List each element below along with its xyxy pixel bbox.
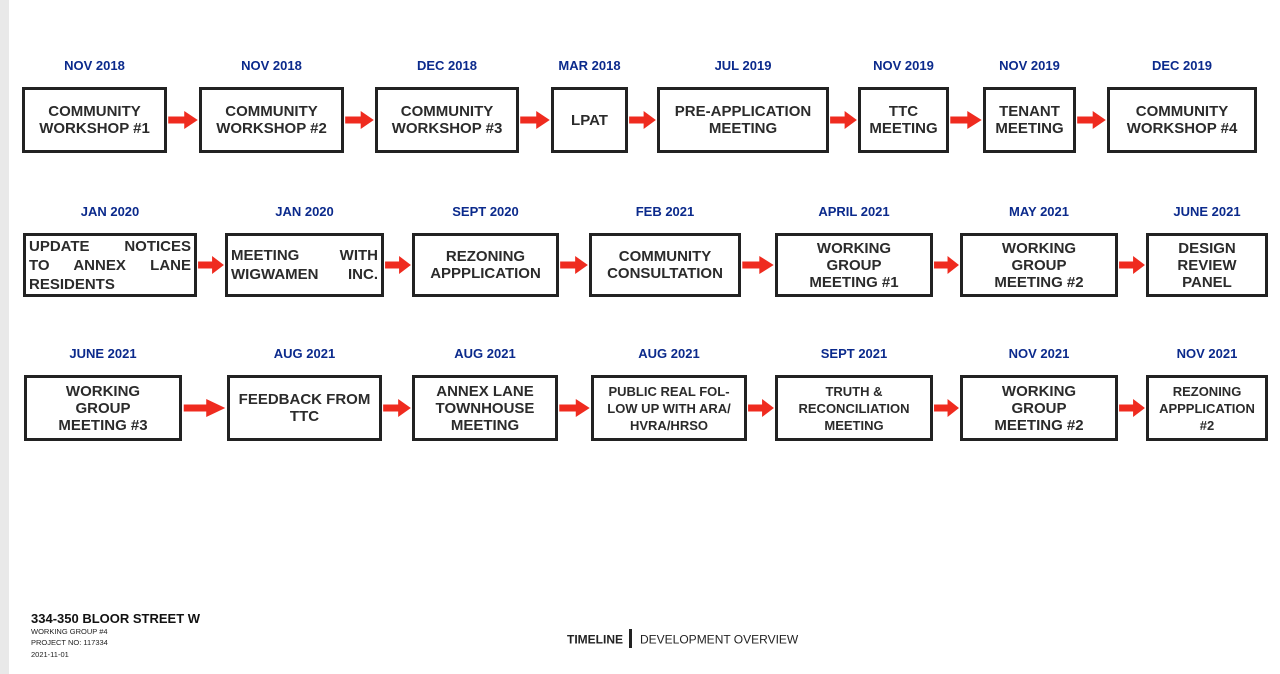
arrow-right-icon	[1118, 255, 1146, 275]
section-heading	[567, 631, 798, 650]
step-label-line: MEETING	[995, 120, 1064, 137]
step-label-line: LPAT	[571, 111, 608, 129]
step-label-line: RESIDENTS	[29, 275, 115, 293]
step-label-line: TO ANNEX LANE	[29, 256, 191, 274]
step-box	[412, 233, 559, 297]
step-box	[227, 375, 382, 441]
step-label-line: MEETING	[708, 120, 778, 137]
step-label-line: GROUP	[1011, 256, 1067, 274]
step-label-line: DESIGN	[1178, 239, 1236, 257]
footer-date: 2021-11-01	[31, 650, 69, 659]
step-label-line: REVIEW	[1177, 256, 1237, 274]
step-date: NOV 2021	[1176, 346, 1238, 361]
step-label-line: APPPLICATION	[430, 265, 541, 282]
step-label-line: GROUP	[826, 256, 882, 274]
step-label-line: WORKING	[65, 382, 141, 400]
step-label-line: WIGWAMEN INC.	[231, 266, 378, 283]
arrow-right-icon	[628, 110, 657, 130]
step-label-line: COMMUNITY	[48, 103, 141, 120]
step-label-line: GROUP	[1011, 399, 1067, 417]
step-box	[775, 375, 933, 441]
step-label-line: WORKSHOP #2	[216, 120, 327, 137]
step-date: JAN 2020	[80, 204, 140, 219]
arrow-right-icon	[197, 255, 225, 275]
step-label-line: GROUP	[75, 399, 131, 417]
step-box	[591, 375, 747, 441]
step-date: NOV 2019	[999, 58, 1060, 73]
step-box	[375, 87, 519, 153]
step-date: NOV 2021	[1008, 346, 1070, 361]
step-label-line: HVRA/HRSO	[629, 417, 708, 433]
step-label-line: MEETING	[869, 120, 938, 137]
step-date: APRIL 2021	[818, 204, 890, 219]
step-label-line: PANEL	[1182, 273, 1232, 291]
step-label-line: MEETING WITH	[231, 247, 378, 264]
arrow-right-icon	[829, 110, 858, 130]
step-box	[858, 87, 949, 153]
step-label-line: RECONCILIATION	[798, 400, 910, 416]
step-box	[412, 375, 558, 441]
step-label-line: TOWNHOUSE	[435, 399, 535, 417]
step-label-line: WORKSHOP #4	[1126, 120, 1238, 137]
step-label-line: TENANT	[999, 103, 1060, 120]
arrow-right-icon	[167, 110, 199, 130]
arrow-right-icon	[182, 398, 227, 418]
step-date: DEC 2018	[417, 58, 477, 73]
step-label-line: CONSULTATION	[607, 265, 723, 282]
step-label-line: COMMUNITY	[618, 248, 712, 265]
step-date: NOV 2018	[241, 58, 302, 73]
footer-working-group: WORKING GROUP #4	[31, 627, 108, 636]
step-date: JUL 2019	[714, 58, 772, 73]
step-box	[960, 233, 1118, 297]
step-box	[1146, 233, 1268, 297]
step-date: JUNE 2021	[69, 346, 137, 361]
step-date: SEPT 2021	[820, 346, 888, 361]
section-subtitle: DEVELOPMENT OVERVIEW	[640, 632, 799, 647]
step-label-line: LOW UP WITH ARA/	[607, 400, 731, 416]
step-date: FEB 2021	[635, 204, 695, 219]
step-label-line: MEETING #3	[58, 416, 148, 434]
arrow-right-icon	[1118, 398, 1146, 418]
arrow-right-icon	[949, 110, 983, 130]
step-box	[1107, 87, 1257, 153]
step-label-line: WORKING	[816, 239, 892, 257]
step-label-line: REZONING	[445, 248, 526, 265]
step-label-line: WORKSHOP #3	[391, 120, 503, 137]
step-date: MAY 2021	[1009, 204, 1069, 219]
step-box	[1146, 375, 1268, 441]
step-box	[225, 233, 384, 297]
step-label-line: WORKING	[1001, 239, 1077, 257]
step-date: AUG 2021	[273, 346, 336, 361]
step-label-line: PRE-APPLICATION	[674, 103, 812, 120]
step-date: AUG 2021	[638, 346, 700, 361]
step-label-line: UPDATE NOTICES	[29, 237, 191, 255]
arrow-right-icon	[384, 255, 412, 275]
step-label-line: COMMUNITY	[225, 103, 318, 120]
project-address: 334-350 BLOOR STREET W	[31, 611, 201, 626]
step-box	[983, 87, 1076, 153]
step-label-line: COMMUNITY	[1135, 103, 1229, 120]
arrow-right-icon	[1076, 110, 1107, 130]
section-divider	[629, 629, 632, 648]
arrow-right-icon	[741, 255, 775, 275]
arrow-right-icon	[559, 255, 589, 275]
step-label-line: APPPLICATION	[1159, 400, 1255, 416]
footer-project-number: PROJECT NO: 117334	[31, 638, 108, 647]
step-box	[589, 233, 741, 297]
step-date: JUNE 2021	[1173, 204, 1241, 219]
step-date: MAR 2018	[558, 58, 621, 73]
page-left-edge	[0, 0, 9, 674]
arrow-right-icon	[558, 398, 591, 418]
step-box	[657, 87, 829, 153]
step-label-line: MEETING #2	[994, 273, 1084, 291]
step-label-line: TTC	[888, 103, 919, 120]
step-label-line: WORKING	[1001, 382, 1077, 400]
arrow-right-icon	[747, 398, 775, 418]
step-label-line: COMMUNITY	[400, 103, 494, 120]
arrow-right-icon	[933, 255, 960, 275]
step-label-line: MEETING	[824, 417, 884, 433]
step-date: JAN 2020	[275, 204, 334, 219]
step-date: NOV 2018	[64, 58, 125, 73]
step-label-line: TTC	[289, 408, 320, 425]
step-box	[960, 375, 1118, 441]
step-box	[551, 87, 628, 153]
arrow-right-icon	[382, 398, 412, 418]
step-label-line: #2	[1199, 417, 1215, 433]
step-label-line: ANNEX LANE	[436, 382, 534, 400]
step-label-line: PUBLIC REAL FOL-	[608, 383, 730, 399]
step-label-line: FEEDBACK FROM	[238, 391, 371, 408]
step-date: SEPT 2020	[452, 204, 519, 219]
step-label-line: TRUTH &	[825, 383, 883, 399]
step-date: DEC 2019	[1152, 58, 1212, 73]
step-label-line: MEETING #1	[809, 273, 899, 291]
step-box	[23, 233, 197, 297]
section-title: TIMELINE	[567, 632, 623, 647]
step-box	[22, 87, 167, 153]
step-label-line: WORKSHOP #1	[39, 120, 150, 137]
step-box	[199, 87, 344, 153]
step-date: AUG 2021	[454, 346, 516, 361]
step-label-line: REZONING	[1172, 383, 1242, 399]
step-box	[775, 233, 933, 297]
step-label-line: MEETING	[450, 416, 520, 434]
arrow-right-icon	[344, 110, 375, 130]
step-label-line: MEETING #2	[994, 416, 1084, 434]
arrow-right-icon	[933, 398, 960, 418]
step-box	[24, 375, 182, 441]
step-date: NOV 2019	[873, 58, 934, 73]
arrow-right-icon	[519, 110, 551, 130]
